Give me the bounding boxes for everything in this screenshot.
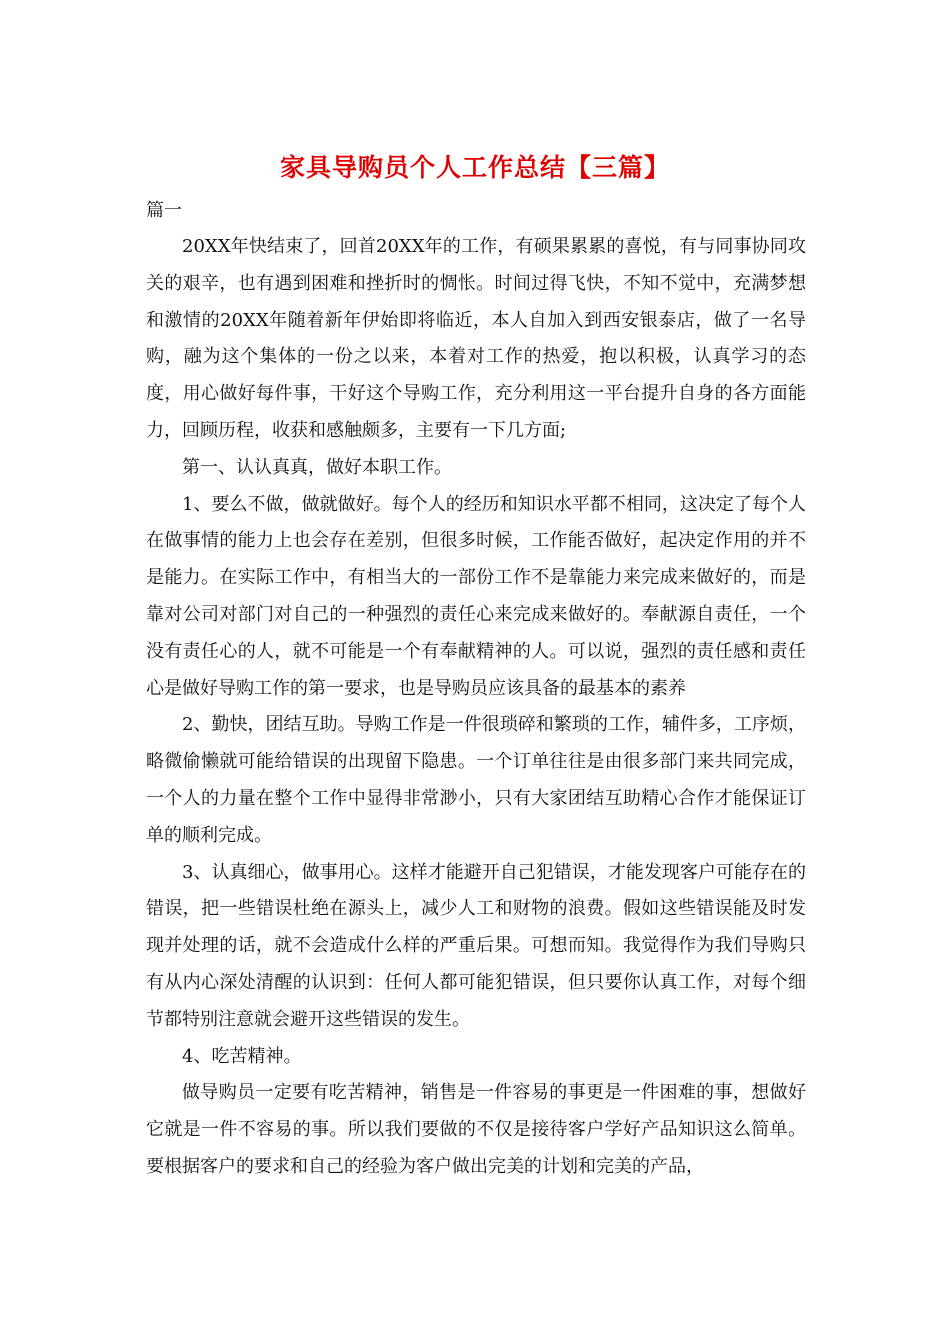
paragraph-heading-1: 第一、认认真真，做好本职工作。 [182, 456, 452, 478]
paragraph-point-3: 3、认真细心，做事用心。这样才能避开自己犯错误，才能发现客户可能存在的错误，把一些错误杜绝在源头上，减少人工和财物的浪费。假如这些错误能及时发现并处理的话，就不会造成什么样的严重后果。可想而知。我觉得作为我们导购只有从内心深处清醒的认识到：任何人都可能犯错误，但只要你认真工作，对每个细节都特别注意就会避开这些错误的发生。 [146, 861, 806, 1030]
document-title: 家具导购员个人工作总结【三篇】 [279, 153, 670, 182]
section-label: 篇一 [146, 200, 182, 221]
paragraph-intro: 20XX年快结束了，回首20XX年的工作，有硕果累累的喜悦，有与同事协同攻关的艰辛，也有遇到困难和挫折时的惆怅。时间过得飞快，不知不觉中，充满梦想和激情的20XX年随着新年伊始即将临近，本人自加入到西安银泰店，做了一名导购，融为这个集体的一份之以来，本着对工作的热爱，抱以积极，认真学习的态度，用心做好每件事，干好这个导购工作，充分利用这一平台提升自身的各方面能力，回顾历程，收获和感触颇多，主要有一下几方面; [146, 236, 806, 441]
paragraph-point-2: 2、勤快，团结互助。导购工作是一件很琐碎和繁琐的工作，辅件多，工序烦，略微偷懒就可能给错误的出现留下隐患。一个订单往往是由很多部门来共同完成，一个人的力量在整个工作中显得非常渺小，只有大家团结互助精心合作才能保证订单的顺利完成。 [146, 714, 806, 846]
document-body [146, 229, 806, 1186]
paragraph-point-4-body: 做导购员一定要有吃苦精神，销售是一件容易的事更是一件困难的事，想做好它就是一件不容易的事。所以我们要做的不仅是接待客户学好产品知识这么简单。要根据客户的要求和自己的经验为客户做出完美的计划和完美的产品， [146, 1082, 806, 1177]
paragraph-point-1: 1、要么不做，做就做好。每个人的经历和知识水平都不相同，这决定了每个人在做事情的能力上也会存在差别，但很多时候，工作能否做好，起决定作用的并不是能力。在实际工作中，有相当大的一部份工作不是靠能力来完成来做好的，而是靠对公司对部门对自己的一种强烈的责任心来完成来做好的。奉献源自责任，一个没有责任心的人，就不可能是一个有奉献精神的人。可以说，强烈的责任感和责任心是做好导购工作的第一要求，也是导购员应该具备的最基本的素养 [146, 493, 806, 699]
paragraph-point-4: 4、吃苦精神。 [182, 1045, 302, 1067]
